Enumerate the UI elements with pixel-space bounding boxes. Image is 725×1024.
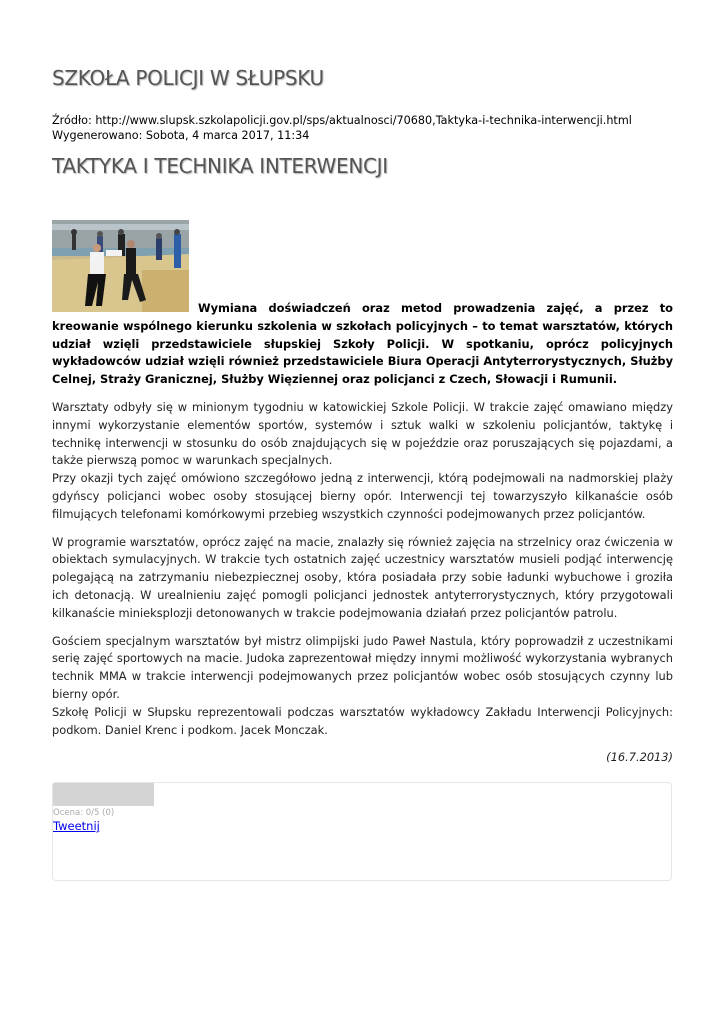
- tweet-link[interactable]: Tweetnij: [53, 819, 100, 833]
- rating-text: Ocena: 0/5 (0): [53, 808, 115, 818]
- site-title: SZKOŁA POLICJI W SŁUPSKU: [52, 66, 324, 90]
- article-photo: [52, 220, 189, 312]
- article-date: (16.7.2013): [606, 750, 673, 765]
- paragraph-2: W programie warsztatów, oprócz zajęć na macie, znalazły się również zajęcia na strzelnicy oraz ćwiczenia w obiektach symulacyjnych. W trakcie tych ostatnich zajęć uczestnicy warsztatów musieli podjąć interwencję polegającą na zatrzymaniu niebezpiecznej osoby, która posiadała przy sobie ładunki wybuchowe i groziła ich detonacją. W urealnieniu zajęć pomogli policjanci jednostek antyterrorystycznych, który przygotowali kilkanaście minieksplozji detonowanych w trakcie podejmowania działań przez policjantów patrolu.: [52, 534, 673, 620]
- article-body: [52, 300, 673, 767]
- paragraph-1: [52, 399, 673, 524]
- paragraph-3a: Gościem specjalnym warsztatów był mistrz olimpijski judo Paweł Nastula, który poprowadził z uczestnikami serię zajęć sportowych na macie. Judoka zaprezentował między innymi możliwość wykorzystania wybranych technik MMA w trakcie interwencji podejmowanych przez policjantów wobec osób stosujących czynny lub bierny opór.: [52, 633, 673, 701]
- generated-line: Wygenerowano: Sobota, 4 marca 2017, 11:34: [52, 128, 310, 142]
- article-lead: Wymiana doświadczeń oraz metod prowadzenia zajęć, a przez to kreowanie wspólnego kierunku szkolenia w szkołach policyjnych – to temat warsztatów, których udział wzięli przedstawiciele słupskiej Szkoły Policji. W spotkaniu, oprócz policyjnych wykładowców udział wzięli również przedstawiciele Biura Operacji Antyterrorystycznych, Służby Celnej, Straży Granicznej, Służby Więziennej oraz policjanci z Czech, Słowacji i Rumunii.: [52, 301, 673, 387]
- paragraph-1b: Przy okazji tych zajęć omówiono szczegółowo jedną z interwencji, którą podejmowali na nadmorskiej plaży gdyńscy policjanci wobec osoby stosującej bierny opór. Interwencji tej towarzyszyło kilkanaście osób filmujących telefonami komórkowymi przebieg wszystkich czynności podejmowanych przez policjantów.: [52, 471, 673, 521]
- paragraph-1a: Warsztaty odbyły się w minionym tygodniu w katowickiej Szkole Policji. W trakcie zajęć omawiano między innymi wykorzystanie elementów sportów, systemów i sztuk walki w szkoleniu policjantów, taktykę i technikę interwencji w stosunku do osób znajdujących się w pojeździe oraz poruszających się pojazdami, a także pierwszą pomoc w warunkach specjalnych.: [52, 399, 673, 468]
- article-title: TAKTYKA I TECHNIKA INTERWENCJI: [52, 154, 388, 178]
- paragraph-3: [52, 633, 673, 740]
- rating-box: [52, 782, 672, 881]
- rating-stars-bar[interactable]: [53, 783, 154, 806]
- paragraph-3b: Szkołę Policji w Słupsku reprezentowali podczas warsztatów wykładowcy Zakładu Interwencji Policyjnych: podkom. Daniel Krenc i podkom. Jacek Monczak.: [52, 704, 673, 737]
- document-meta: [52, 114, 632, 143]
- source-line: Źródło: http://www.slupsk.szkolapolicji.gov.pl/sps/aktualnosci/70680,Taktyka-i-technika-interwencji.html: [52, 114, 632, 127]
